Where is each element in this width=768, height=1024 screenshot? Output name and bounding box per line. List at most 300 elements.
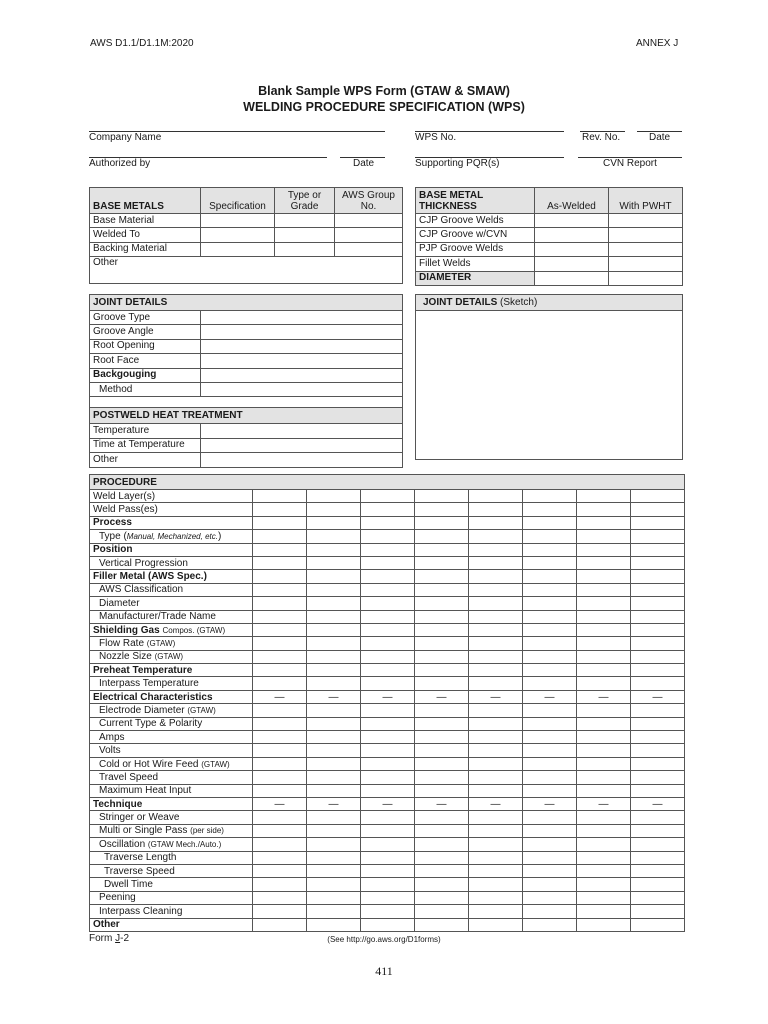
cell[interactable] [201, 311, 403, 325]
procedure-cell[interactable] [577, 650, 631, 663]
cell[interactable] [275, 214, 335, 228]
procedure-cell[interactable] [523, 731, 577, 744]
date-line[interactable] [637, 131, 682, 132]
procedure-cell[interactable] [307, 838, 361, 851]
procedure-cell[interactable] [523, 664, 577, 677]
procedure-cell[interactable] [469, 824, 523, 837]
procedure-cell[interactable] [631, 731, 685, 744]
procedure-cell[interactable] [523, 864, 577, 877]
procedure-cell[interactable] [307, 905, 361, 918]
procedure-cell[interactable] [523, 597, 577, 610]
procedure-cell[interactable] [469, 851, 523, 864]
row-label: Base Material [90, 214, 201, 228]
procedure-cell[interactable] [415, 744, 469, 757]
procedure-cell[interactable] [415, 704, 469, 717]
cell[interactable] [609, 228, 683, 242]
procedure-cell[interactable] [469, 570, 523, 583]
procedure-cell[interactable] [469, 878, 523, 891]
procedure-cell[interactable] [307, 556, 361, 569]
procedure-cell[interactable] [577, 905, 631, 918]
procedure-cell[interactable] [631, 851, 685, 864]
procedure-cell[interactable] [631, 757, 685, 770]
procedure-cell[interactable] [469, 623, 523, 636]
procedure-cell[interactable] [361, 677, 415, 690]
procedure-cell[interactable] [361, 784, 415, 797]
cell[interactable] [201, 368, 403, 382]
procedure-cell[interactable] [307, 811, 361, 824]
procedure-cell[interactable] [361, 530, 415, 543]
procedure-cell[interactable] [361, 838, 415, 851]
cell[interactable] [201, 354, 403, 368]
procedure-cell[interactable] [307, 583, 361, 596]
procedure-cell[interactable] [253, 717, 307, 730]
procedure-cell[interactable] [307, 771, 361, 784]
procedure-cell[interactable] [523, 503, 577, 516]
procedure-cell[interactable] [253, 891, 307, 904]
cell[interactable] [201, 382, 403, 396]
wps-no-line[interactable] [415, 131, 564, 132]
cell[interactable] [201, 339, 403, 353]
procedure-cell[interactable] [577, 851, 631, 864]
procedure-cell[interactable] [577, 623, 631, 636]
procedure-cell[interactable] [361, 583, 415, 596]
cell[interactable] [609, 257, 683, 271]
procedure-cell[interactable] [307, 650, 361, 663]
procedure-cell[interactable] [631, 556, 685, 569]
procedure-cell[interactable] [577, 570, 631, 583]
procedure-cell[interactable] [523, 610, 577, 623]
procedure-cell[interactable] [577, 744, 631, 757]
procedure-cell[interactable] [469, 543, 523, 556]
procedure-cell[interactable] [253, 637, 307, 650]
procedure-cell[interactable] [415, 490, 469, 503]
procedure-cell[interactable] [415, 623, 469, 636]
procedure-cell[interactable] [307, 637, 361, 650]
authorized-date-line[interactable] [340, 157, 385, 158]
procedure-cell[interactable] [253, 704, 307, 717]
procedure-cell[interactable] [631, 650, 685, 663]
procedure-cell[interactable] [361, 490, 415, 503]
procedure-cell[interactable] [523, 905, 577, 918]
procedure-cell[interactable] [361, 543, 415, 556]
procedure-cell[interactable] [361, 556, 415, 569]
procedure-cell[interactable] [631, 905, 685, 918]
procedure-cell[interactable] [307, 717, 361, 730]
procedure-cell[interactable] [415, 530, 469, 543]
procedure-cell[interactable] [307, 530, 361, 543]
procedure-cell[interactable] [253, 811, 307, 824]
procedure-cell[interactable] [469, 516, 523, 529]
procedure-cell[interactable] [253, 570, 307, 583]
procedure-cell[interactable] [253, 623, 307, 636]
procedure-cell[interactable] [577, 864, 631, 877]
procedure-cell[interactable] [523, 623, 577, 636]
procedure-cell[interactable] [415, 771, 469, 784]
procedure-row [90, 677, 685, 690]
procedure-cell[interactable] [253, 677, 307, 690]
procedure-cell[interactable] [631, 637, 685, 650]
procedure-cell[interactable] [523, 784, 577, 797]
cell[interactable] [201, 228, 275, 242]
procedure-cell[interactable] [361, 704, 415, 717]
procedure-cell[interactable] [253, 784, 307, 797]
procedure-cell[interactable] [415, 516, 469, 529]
procedure-row [90, 891, 685, 904]
procedure-cell[interactable] [415, 757, 469, 770]
procedure-cell[interactable] [415, 824, 469, 837]
procedure-cell[interactable] [415, 597, 469, 610]
specification-heading: Specification [201, 188, 275, 214]
procedure-cell[interactable] [361, 918, 415, 931]
procedure-cell[interactable] [469, 503, 523, 516]
procedure-cell[interactable] [307, 516, 361, 529]
procedure-cell[interactable] [631, 583, 685, 596]
procedure-cell[interactable] [415, 905, 469, 918]
procedure-cell[interactable] [469, 717, 523, 730]
procedure-cell[interactable] [631, 503, 685, 516]
procedure-cell[interactable] [631, 744, 685, 757]
procedure-cell[interactable] [415, 784, 469, 797]
procedure-cell[interactable] [361, 637, 415, 650]
cell[interactable] [201, 242, 275, 256]
supporting-pqr-line[interactable] [415, 157, 564, 158]
procedure-cell[interactable] [415, 878, 469, 891]
procedure-cell[interactable] [307, 704, 361, 717]
procedure-cell[interactable] [577, 771, 631, 784]
procedure-cell[interactable] [415, 543, 469, 556]
procedure-cell[interactable] [253, 543, 307, 556]
procedure-cell[interactable] [253, 757, 307, 770]
cell[interactable] [609, 214, 683, 228]
procedure-cell[interactable] [361, 878, 415, 891]
procedure-cell[interactable] [523, 891, 577, 904]
procedure-cell[interactable] [307, 490, 361, 503]
procedure-cell[interactable] [361, 503, 415, 516]
procedure-cell[interactable] [307, 623, 361, 636]
procedure-cell[interactable] [253, 503, 307, 516]
cell[interactable] [201, 453, 403, 467]
procedure-cell[interactable] [523, 851, 577, 864]
procedure-cell[interactable] [469, 838, 523, 851]
procedure-cell[interactable] [361, 864, 415, 877]
procedure-cell[interactable] [577, 784, 631, 797]
procedure-cell[interactable] [415, 570, 469, 583]
procedure-cell[interactable] [631, 516, 685, 529]
procedure-cell[interactable] [415, 918, 469, 931]
procedure-cell[interactable] [361, 771, 415, 784]
procedure-cell[interactable] [631, 677, 685, 690]
procedure-cell[interactable] [253, 864, 307, 877]
procedure-cell[interactable] [307, 864, 361, 877]
procedure-cell[interactable] [577, 677, 631, 690]
procedure-cell[interactable] [469, 731, 523, 744]
joint-sketch-box[interactable] [415, 294, 683, 460]
procedure-cell[interactable] [523, 824, 577, 837]
procedure-cell[interactable] [523, 650, 577, 663]
procedure-cell[interactable] [631, 597, 685, 610]
procedure-cell[interactable] [253, 664, 307, 677]
procedure-cell[interactable] [523, 570, 577, 583]
procedure-cell[interactable] [577, 757, 631, 770]
procedure-cell[interactable] [577, 556, 631, 569]
cell[interactable] [335, 242, 403, 256]
procedure-cell[interactable] [577, 664, 631, 677]
procedure-cell[interactable] [307, 891, 361, 904]
procedure-cell[interactable] [469, 771, 523, 784]
procedure-cell[interactable] [469, 757, 523, 770]
cell[interactable] [275, 228, 335, 242]
procedure-cell[interactable] [469, 704, 523, 717]
procedure-cell[interactable] [523, 556, 577, 569]
procedure-cell[interactable] [253, 556, 307, 569]
procedure-cell[interactable] [307, 664, 361, 677]
procedure-cell[interactable] [361, 757, 415, 770]
procedure-cell[interactable] [415, 891, 469, 904]
cell[interactable] [201, 214, 275, 228]
procedure-cell[interactable] [631, 610, 685, 623]
procedure-cell[interactable] [307, 610, 361, 623]
procedure-cell[interactable] [253, 610, 307, 623]
procedure-cell[interactable] [361, 717, 415, 730]
procedure-cell[interactable] [577, 704, 631, 717]
procedure-cell[interactable] [631, 784, 685, 797]
procedure-cell[interactable] [631, 570, 685, 583]
procedure-cell[interactable] [631, 490, 685, 503]
procedure-row [90, 650, 685, 663]
procedure-cell[interactable] [253, 771, 307, 784]
procedure-cell[interactable] [361, 891, 415, 904]
procedure-cell[interactable] [577, 891, 631, 904]
procedure-row-label [90, 797, 253, 810]
cell[interactable] [201, 424, 403, 438]
procedure-cell[interactable] [307, 878, 361, 891]
procedure-cell[interactable] [253, 530, 307, 543]
procedure-cell[interactable] [523, 677, 577, 690]
procedure-cell[interactable] [307, 918, 361, 931]
procedure-cell[interactable] [253, 731, 307, 744]
procedure-cell[interactable] [415, 851, 469, 864]
procedure-cell[interactable] [469, 597, 523, 610]
procedure-cell[interactable] [253, 878, 307, 891]
procedure-cell[interactable] [253, 583, 307, 596]
procedure-cell[interactable] [253, 851, 307, 864]
procedure-cell[interactable] [577, 811, 631, 824]
procedure-cell[interactable] [631, 543, 685, 556]
procedure-cell[interactable] [361, 851, 415, 864]
procedure-cell[interactable] [307, 744, 361, 757]
procedure-cell[interactable] [577, 597, 631, 610]
cvn-report-line[interactable] [578, 157, 682, 158]
procedure-cell[interactable] [307, 543, 361, 556]
procedure-cell[interactable] [361, 650, 415, 663]
procedure-cell[interactable] [631, 824, 685, 837]
cell[interactable] [335, 214, 403, 228]
procedure-cell[interactable] [253, 918, 307, 931]
procedure-cell[interactable] [577, 637, 631, 650]
procedure-cell[interactable] [631, 838, 685, 851]
procedure-cell[interactable] [469, 744, 523, 757]
procedure-label-text: Volts [99, 745, 121, 757]
cell[interactable] [201, 325, 403, 339]
procedure-cell[interactable] [631, 623, 685, 636]
procedure-cell[interactable] [415, 503, 469, 516]
procedure-cell[interactable] [631, 771, 685, 784]
procedure-cell[interactable] [415, 637, 469, 650]
procedure-cell[interactable] [307, 851, 361, 864]
procedure-cell[interactable] [469, 490, 523, 503]
procedure-cell[interactable] [577, 824, 631, 837]
procedure-cell[interactable] [415, 864, 469, 877]
procedure-cell[interactable] [631, 891, 685, 904]
procedure-cell[interactable] [469, 610, 523, 623]
procedure-cell[interactable] [415, 811, 469, 824]
procedure-cell[interactable] [361, 824, 415, 837]
procedure-cell[interactable] [361, 664, 415, 677]
cell[interactable] [535, 257, 609, 271]
procedure-cell[interactable] [469, 864, 523, 877]
cell[interactable] [201, 438, 403, 452]
procedure-cell[interactable] [253, 838, 307, 851]
procedure-cell[interactable] [523, 878, 577, 891]
company-name-line[interactable] [89, 131, 385, 132]
procedure-cell[interactable] [307, 784, 361, 797]
procedure-cell[interactable] [469, 650, 523, 663]
procedure-cell[interactable] [415, 664, 469, 677]
procedure-cell[interactable] [307, 677, 361, 690]
procedure-cell[interactable] [523, 918, 577, 931]
procedure-cell[interactable] [631, 717, 685, 730]
procedure-cell[interactable] [469, 811, 523, 824]
procedure-cell[interactable] [253, 516, 307, 529]
procedure-cell[interactable] [469, 905, 523, 918]
procedure-cell[interactable] [577, 583, 631, 596]
procedure-cell[interactable] [469, 556, 523, 569]
procedure-row-label [90, 637, 253, 650]
procedure-cell[interactable] [523, 516, 577, 529]
procedure-cell[interactable] [523, 490, 577, 503]
procedure-cell[interactable] [361, 623, 415, 636]
procedure-cell[interactable] [361, 516, 415, 529]
procedure-cell[interactable] [361, 731, 415, 744]
procedure-cell[interactable] [631, 918, 685, 931]
procedure-cell[interactable] [253, 490, 307, 503]
procedure-cell[interactable] [577, 503, 631, 516]
procedure-row-label [90, 704, 253, 717]
procedure-cell[interactable] [577, 878, 631, 891]
procedure-cell[interactable] [361, 744, 415, 757]
procedure-cell[interactable] [361, 570, 415, 583]
procedure-cell[interactable] [631, 878, 685, 891]
procedure-cell[interactable] [361, 905, 415, 918]
procedure-cell[interactable] [415, 583, 469, 596]
procedure-cell[interactable] [469, 637, 523, 650]
procedure-cell[interactable] [415, 731, 469, 744]
procedure-cell[interactable] [577, 838, 631, 851]
row-label[interactable]: Other [90, 257, 403, 284]
procedure-cell[interactable] [307, 570, 361, 583]
procedure-cell[interactable] [577, 717, 631, 730]
procedure-label-text: Process [93, 517, 132, 529]
cell[interactable] [335, 228, 403, 242]
procedure-cell[interactable] [361, 610, 415, 623]
procedure-cell[interactable] [523, 704, 577, 717]
procedure-cell[interactable] [307, 731, 361, 744]
procedure-cell[interactable] [577, 516, 631, 529]
procedure-cell[interactable] [253, 650, 307, 663]
procedure-cell[interactable] [469, 918, 523, 931]
procedure-cell[interactable] [469, 583, 523, 596]
procedure-cell[interactable] [577, 530, 631, 543]
procedure-cell[interactable] [523, 530, 577, 543]
procedure-cell[interactable] [523, 637, 577, 650]
authorized-by-line[interactable] [89, 157, 327, 158]
procedure-cell[interactable] [523, 717, 577, 730]
cell[interactable] [275, 242, 335, 256]
procedure-cell[interactable] [469, 664, 523, 677]
cell[interactable] [535, 242, 609, 256]
cell[interactable] [609, 242, 683, 256]
procedure-cell[interactable] [523, 543, 577, 556]
rev-no-line[interactable] [580, 131, 625, 132]
procedure-label-text: Diameter [99, 597, 140, 609]
procedure-cell[interactable] [523, 757, 577, 770]
procedure-cell[interactable] [523, 811, 577, 824]
procedure-cell[interactable] [577, 918, 631, 931]
procedure-cell[interactable] [523, 838, 577, 851]
cell[interactable] [535, 214, 609, 228]
procedure-cell[interactable] [307, 503, 361, 516]
procedure-cell[interactable] [415, 677, 469, 690]
procedure-cell[interactable] [469, 530, 523, 543]
procedure-cell[interactable] [361, 811, 415, 824]
procedure-cell[interactable] [523, 583, 577, 596]
procedure-cell[interactable] [307, 824, 361, 837]
procedure-cell[interactable] [523, 744, 577, 757]
procedure-cell[interactable] [253, 744, 307, 757]
procedure-cell[interactable] [415, 717, 469, 730]
procedure-cell[interactable] [253, 905, 307, 918]
procedure-cell[interactable] [577, 610, 631, 623]
procedure-cell[interactable] [631, 811, 685, 824]
cell[interactable] [535, 271, 609, 285]
procedure-cell[interactable] [307, 597, 361, 610]
procedure-cell[interactable] [415, 650, 469, 663]
procedure-cell[interactable] [631, 664, 685, 677]
procedure-cell[interactable] [469, 891, 523, 904]
procedure-cell[interactable] [415, 610, 469, 623]
procedure-cell[interactable] [631, 864, 685, 877]
procedure-cell[interactable] [577, 731, 631, 744]
procedure-cell[interactable] [307, 757, 361, 770]
thickness-heading [416, 188, 535, 214]
procedure-cell[interactable] [631, 530, 685, 543]
procedure-cell[interactable] [631, 704, 685, 717]
procedure-cell[interactable] [361, 597, 415, 610]
procedure-cell[interactable] [577, 490, 631, 503]
procedure-cell[interactable] [577, 543, 631, 556]
procedure-cell[interactable] [253, 824, 307, 837]
procedure-cell[interactable] [253, 597, 307, 610]
procedure-cell[interactable] [469, 784, 523, 797]
cell[interactable] [609, 271, 683, 285]
thickness-heading-line2: THICKNESS [419, 200, 477, 212]
procedure-cell[interactable] [415, 838, 469, 851]
procedure-cell[interactable] [523, 771, 577, 784]
cell[interactable] [535, 228, 609, 242]
procedure-cell[interactable] [415, 556, 469, 569]
form-prefix: Form [89, 933, 116, 944]
procedure-cell[interactable] [469, 677, 523, 690]
